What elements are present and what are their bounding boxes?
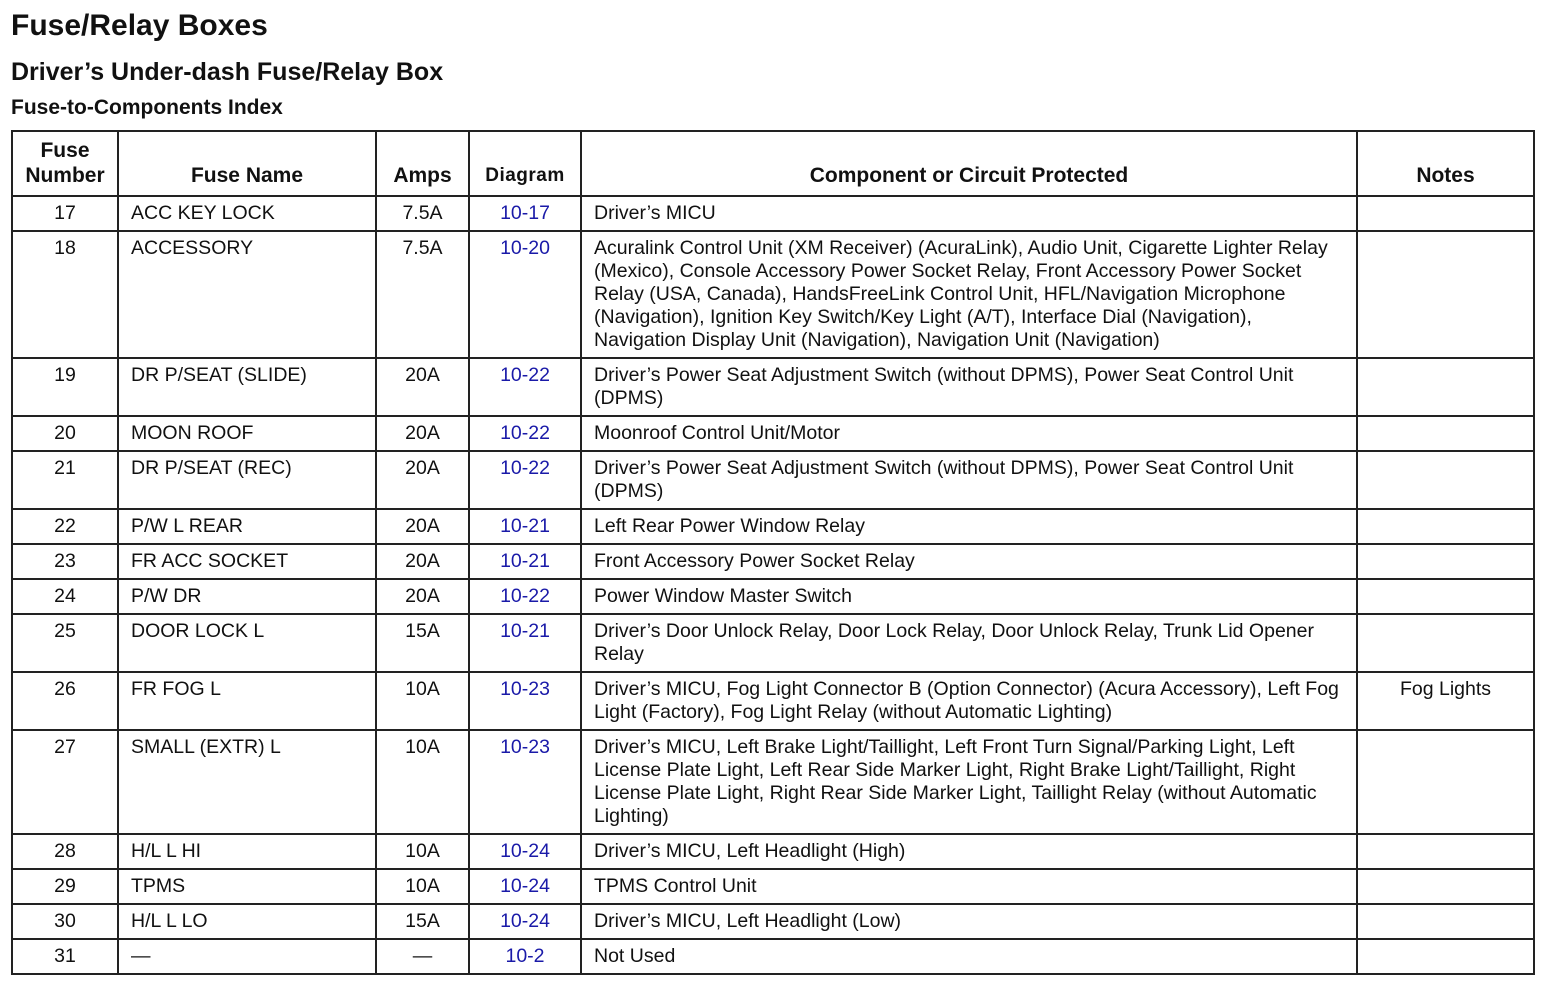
fuse-name-cell: SMALL (EXTR) L <box>118 730 376 834</box>
component-cell: Driver’s Power Seat Adjustment Switch (without DPMS), Power Seat Control Unit (DPMS) <box>581 358 1357 416</box>
amps-cell: 7.5A <box>376 196 469 231</box>
fuse-name-cell: MOON ROOF <box>118 416 376 451</box>
table-row <box>12 509 1534 544</box>
notes-cell <box>1357 730 1534 834</box>
amps-cell: 20A <box>376 579 469 614</box>
component-cell: Moonroof Control Unit/Motor <box>581 416 1357 451</box>
fuse-name-cell: P/W DR <box>118 579 376 614</box>
table-row <box>12 358 1534 416</box>
amps-cell: 10A <box>376 672 469 730</box>
fuse-name-cell: ACCESSORY <box>118 231 376 358</box>
table-row <box>12 904 1534 939</box>
table-row <box>12 196 1534 231</box>
fuse-name-cell: — <box>118 939 376 974</box>
table-row <box>12 672 1534 730</box>
fuse-number-cell: 28 <box>12 834 118 869</box>
amps-cell: 20A <box>376 451 469 509</box>
fuse-name-cell: P/W L REAR <box>118 509 376 544</box>
diagram-cell <box>469 834 581 869</box>
diagram-link[interactable]: 10-22 <box>500 422 550 444</box>
fuse-number-cell: 18 <box>12 231 118 358</box>
amps-cell: 10A <box>376 834 469 869</box>
table-row <box>12 544 1534 579</box>
fuse-name-cell: H/L L LO <box>118 904 376 939</box>
amps-cell: — <box>376 939 469 974</box>
fuse-number-cell: 29 <box>12 869 118 904</box>
header-diagram: Diagram <box>469 131 581 196</box>
diagram-link[interactable]: 10-20 <box>500 237 550 259</box>
diagram-link[interactable]: 10-21 <box>500 550 550 572</box>
amps-cell: 20A <box>376 544 469 579</box>
notes-cell <box>1357 509 1534 544</box>
diagram-cell <box>469 416 581 451</box>
table-row <box>12 614 1534 672</box>
diagram-link[interactable]: 10-21 <box>500 515 550 537</box>
fuse-number-cell: 19 <box>12 358 118 416</box>
section-title: Fuse-to-Components Index <box>11 96 283 119</box>
diagram-cell <box>469 196 581 231</box>
notes-cell <box>1357 939 1534 974</box>
fuse-number-cell: 27 <box>12 730 118 834</box>
component-cell: Driver’s Power Seat Adjustment Switch (without DPMS), Power Seat Control Unit (DPMS) <box>581 451 1357 509</box>
fuse-number-cell: 30 <box>12 904 118 939</box>
fuse-name-cell: H/L L HI <box>118 834 376 869</box>
notes-cell: Fog Lights <box>1357 672 1534 730</box>
amps-cell: 7.5A <box>376 231 469 358</box>
table-row <box>12 834 1534 869</box>
diagram-link[interactable]: 10-22 <box>500 364 550 386</box>
header-fuse-number <box>12 131 118 196</box>
diagram-cell <box>469 544 581 579</box>
component-cell: Left Rear Power Window Relay <box>581 509 1357 544</box>
header-notes: Notes <box>1357 131 1534 196</box>
amps-cell: 15A <box>376 614 469 672</box>
component-cell: Not Used <box>581 939 1357 974</box>
table-row <box>12 231 1534 358</box>
component-cell: Power Window Master Switch <box>581 579 1357 614</box>
notes-cell <box>1357 544 1534 579</box>
fuse-number-cell: 22 <box>12 509 118 544</box>
component-cell: Driver’s MICU, Left Headlight (High) <box>581 834 1357 869</box>
fuse-number-cell: 25 <box>12 614 118 672</box>
component-cell: Driver’s MICU, Left Brake Light/Taillight, Left Front Turn Signal/Parking Light, Left License Plate Light, Left Rear Side Marker Light, Right Brake Light/Taillight, Right License Plate Light, Right Rear Side Marker Light, Taillight Relay (without Automatic Lighting) <box>581 730 1357 834</box>
fuse-name-cell: DOOR LOCK L <box>118 614 376 672</box>
fuse-name-cell: DR P/SEAT (REC) <box>118 451 376 509</box>
fuse-number-cell: 20 <box>12 416 118 451</box>
diagram-cell <box>469 730 581 834</box>
diagram-cell <box>469 904 581 939</box>
notes-cell <box>1357 869 1534 904</box>
diagram-link[interactable]: 10-21 <box>500 620 550 642</box>
diagram-link[interactable]: 10-22 <box>500 585 550 607</box>
fuse-number-cell: 21 <box>12 451 118 509</box>
amps-cell: 10A <box>376 730 469 834</box>
diagram-link[interactable]: 10-2 <box>505 945 545 967</box>
diagram-cell <box>469 869 581 904</box>
amps-cell: 10A <box>376 869 469 904</box>
diagram-cell <box>469 451 581 509</box>
amps-cell: 15A <box>376 904 469 939</box>
notes-cell <box>1357 834 1534 869</box>
diagram-link[interactable]: 10-24 <box>500 840 550 862</box>
diagram-link[interactable]: 10-24 <box>500 875 550 897</box>
notes-cell <box>1357 904 1534 939</box>
diagram-cell <box>469 614 581 672</box>
page-title: Fuse/Relay Boxes <box>11 9 268 42</box>
notes-cell <box>1357 196 1534 231</box>
diagram-link[interactable]: 10-24 <box>500 910 550 932</box>
fuse-number-cell: 31 <box>12 939 118 974</box>
diagram-cell <box>469 939 581 974</box>
header-amps: Amps <box>376 131 469 196</box>
notes-cell <box>1357 358 1534 416</box>
notes-cell <box>1357 579 1534 614</box>
fuse-number-cell: 24 <box>12 579 118 614</box>
diagram-link[interactable]: 10-23 <box>500 736 550 758</box>
table-body <box>12 196 1534 974</box>
amps-cell: 20A <box>376 358 469 416</box>
header-fuse-number-line2: Number <box>25 164 105 187</box>
header-component: Component or Circuit Protected <box>581 131 1357 196</box>
diagram-cell <box>469 358 581 416</box>
fuse-number-cell: 17 <box>12 196 118 231</box>
notes-cell <box>1357 416 1534 451</box>
table-row <box>12 730 1534 834</box>
component-cell: Front Accessory Power Socket Relay <box>581 544 1357 579</box>
page-subtitle: Driver’s Under-dash Fuse/Relay Box <box>11 58 444 86</box>
table-row <box>12 579 1534 614</box>
component-cell: Driver’s Door Unlock Relay, Door Lock Relay, Door Unlock Relay, Trunk Lid Opener Relay <box>581 614 1357 672</box>
component-cell: Acuralink Control Unit (XM Receiver) (AcuraLink), Audio Unit, Cigarette Lighter Relay (Mexico), Console Accessory Power Socket Relay, Front Accessory Power Socket Relay (USA, Canada), HandsFreeLink Control Unit, HFL/Navigation Microphone (Navigation), Ignition Key Switch/Key Light (A/T), Interface Dial (Navigation), Navigation Display Unit (Navigation), Navigation Unit (Navigation) <box>581 231 1357 358</box>
fuse-name-cell: DR P/SEAT (SLIDE) <box>118 358 376 416</box>
diagram-link[interactable]: 10-23 <box>500 678 550 700</box>
diagram-cell <box>469 509 581 544</box>
diagram-cell <box>469 231 581 358</box>
diagram-cell <box>469 579 581 614</box>
component-cell: Driver’s MICU, Left Headlight (Low) <box>581 904 1357 939</box>
table-row <box>12 869 1534 904</box>
table-row <box>12 451 1534 509</box>
diagram-link[interactable]: 10-17 <box>500 202 550 224</box>
table-row <box>12 416 1534 451</box>
fuse-table <box>11 130 1535 975</box>
diagram-link[interactable]: 10-22 <box>500 457 550 479</box>
component-cell: Driver’s MICU <box>581 196 1357 231</box>
fuse-name-cell: TPMS <box>118 869 376 904</box>
amps-cell: 20A <box>376 416 469 451</box>
fuse-number-cell: 26 <box>12 672 118 730</box>
component-cell: TPMS Control Unit <box>581 869 1357 904</box>
fuse-number-cell: 23 <box>12 544 118 579</box>
fuse-name-cell: ACC KEY LOCK <box>118 196 376 231</box>
amps-cell: 20A <box>376 509 469 544</box>
component-cell: Driver’s MICU, Fog Light Connector B (Option Connector) (Acura Accessory), Left Fog Light (Factory), Fog Light Relay (without Automatic Lighting) <box>581 672 1357 730</box>
diagram-cell <box>469 672 581 730</box>
table-header-row <box>12 131 1534 196</box>
fuse-name-cell: FR FOG L <box>118 672 376 730</box>
notes-cell <box>1357 231 1534 358</box>
header-fuse-number-line1: Fuse <box>40 139 90 162</box>
notes-cell <box>1357 614 1534 672</box>
header-fuse-name: Fuse Name <box>118 131 376 196</box>
notes-cell <box>1357 451 1534 509</box>
fuse-name-cell: FR ACC SOCKET <box>118 544 376 579</box>
table-row <box>12 939 1534 974</box>
